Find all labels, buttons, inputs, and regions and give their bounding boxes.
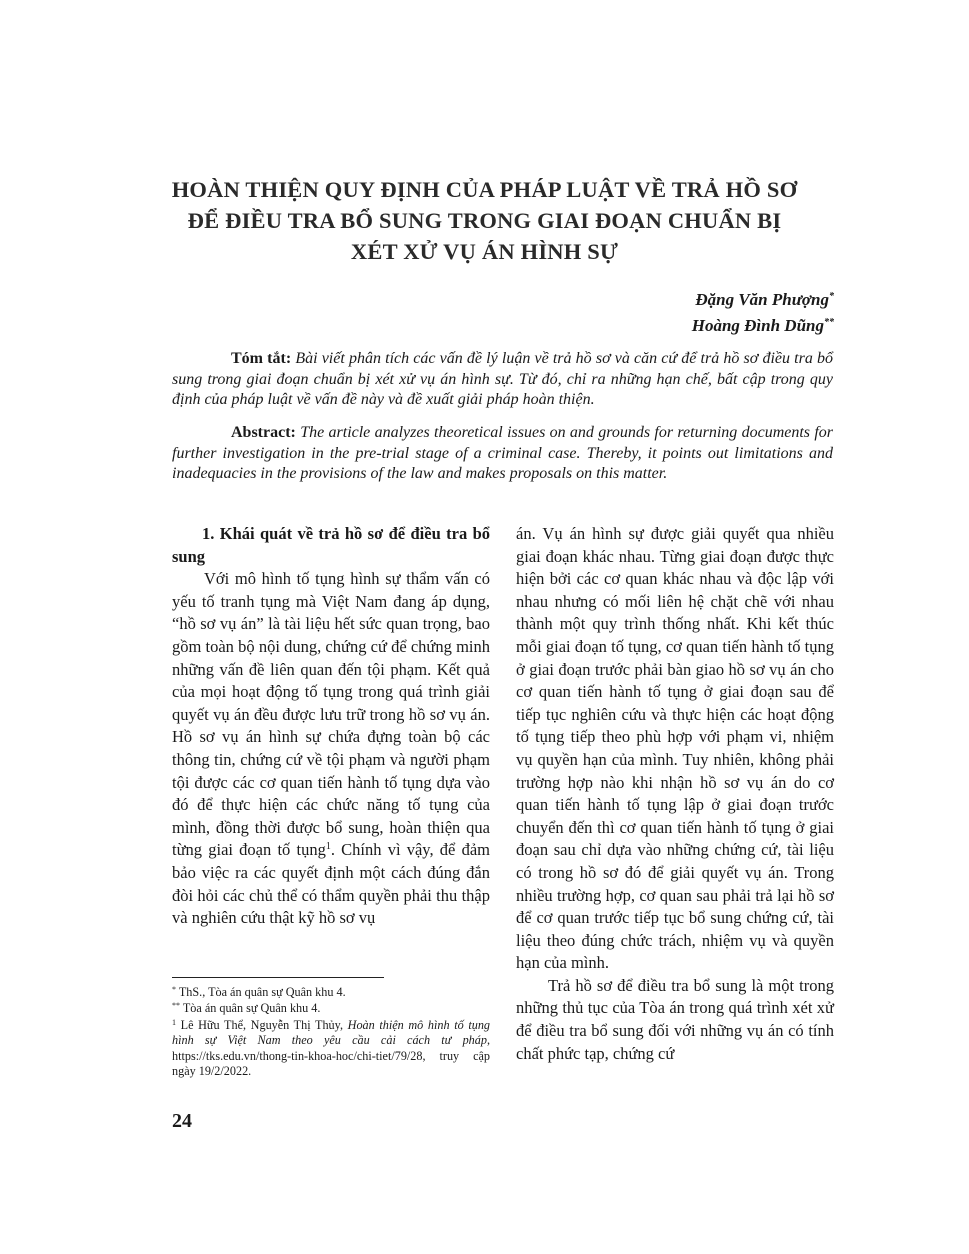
footnote-1 bbox=[172, 985, 490, 1000]
page-number: 24 bbox=[172, 1110, 192, 1132]
paragraph-1-text-b: . Chính vì vậy, để đảm bảo việc ra các quyết định một cách đúng đắn đòi hỏi các chủ thể có thẩm quyền phải thu thập và nghiên cứu thật kỹ hồ sơ vụ bbox=[172, 840, 490, 928]
paragraph-1-text-a: Với mô hình tố tụng hình sự thẩm vấn có yếu tố tranh tụng mà Việt Nam đang áp dụng, “hồ sơ vụ án” là tài liệu hết sức quan trọng, bao gồm toàn bộ nội dung, chứng cứ để chứng minh những vấn đề liên quan đến tội phạm. Kết quả của mọi hoạt động tố tụng trong quá trình giải quyết vụ án đều được lưu trữ trong hồ sơ vụ án. Hồ sơ vụ án hình sự chứa đựng toàn bộ các thông tin, chứng cứ về tội phạm và người phạm tội được các cơ quan tiến hành tố tụng dựa vào đó để thực hiện các chức năng tố tụng của mình, đồng thời được bổ sung, hoàn thiện qua từng giai đoạn tố tụng bbox=[172, 569, 490, 860]
footnote-1-text: ThS., Tòa án quân sự Quân khu 4. bbox=[178, 985, 346, 999]
summary-vi-label: Tóm tắt: bbox=[231, 350, 292, 367]
abstract-english bbox=[172, 423, 833, 485]
footnotes bbox=[172, 985, 490, 1080]
summary-vietnamese bbox=[172, 349, 833, 411]
article-title bbox=[150, 174, 819, 267]
title-line-2: ĐỂ ĐIỀU TRA BỔ SUNG TRONG GIAI ĐOẠN CHUẨN BỊ bbox=[187, 208, 782, 233]
paragraph-2: Trả hồ sơ để điều tra bổ sung là một trong những thủ tục của Tòa án trong quá trình xét xử để điều tra bổ sung đối với những vụ án có tính chất phức tạp, chứng cứ bbox=[516, 975, 834, 1063]
footnote-2-mark: ** bbox=[172, 1001, 180, 1011]
title-line-3: XÉT XỬ VỤ ÁN HÌNH SỰ bbox=[350, 239, 619, 264]
author-2 bbox=[692, 313, 834, 339]
footnote-1-mark: * bbox=[172, 985, 176, 994]
author-1-name: Đặng Văn Phượng bbox=[695, 290, 829, 309]
section-heading: 1. Khái quát về trả hồ sơ để điều tra bổ sung bbox=[172, 524, 490, 566]
summary-vi-text: Bài viết phân tích các vấn đề lý luận về trả hồ sơ và căn cứ để trả hồ sơ điều tra bổ sung trong giai đoạn chuẩn bị xét xử vụ án hình sự. Từ đó, chỉ ra những hạn chế, bất cập trong quy định của pháp luật về vấn đề này và đề xuất giải pháp hoàn thiện. bbox=[172, 350, 834, 408]
title-line-1: HOÀN THIỆN QUY ĐỊNH CỦA PHÁP LUẬT VỀ TRẢ HỒ SƠ bbox=[171, 177, 798, 202]
footnote-2 bbox=[172, 1001, 490, 1016]
author-2-name: Hoàng Đình Dũng bbox=[691, 316, 824, 335]
author-block bbox=[692, 287, 834, 339]
abstract-label: Abstract: bbox=[231, 424, 296, 441]
footnote-3-mark: 1 bbox=[172, 1017, 176, 1027]
footnote-2-text: Tòa án quân sự Quân khu 4. bbox=[182, 1001, 321, 1016]
author-2-mark: ** bbox=[824, 317, 834, 328]
author-1-mark: * bbox=[829, 291, 834, 302]
footnote-3 bbox=[172, 1018, 490, 1080]
footnote-3-rest: , https://tks.edu.vn/thong-tin-khoa-hoc/chi-tiet/79/28, truy cập ngày 19/2/2022. bbox=[172, 1033, 490, 1079]
footnote-3-title: Hoàn thiện mô hình tố tụng hình sự Việt Nam theo yêu cầu cải cách tư pháp bbox=[172, 1017, 491, 1048]
column-left bbox=[172, 523, 490, 930]
footnote-divider bbox=[172, 977, 384, 978]
abstract-text: The article analyzes theoretical issues on and grounds for returning documents for further investigation in the pre-trial stage of a criminal case. Thereby, it points out limitations and inadequacies in the provisions of the law and makes proposals on this matter. bbox=[172, 424, 834, 482]
footnote-3-authors: Lê Hữu Thể, Nguyễn Thị Thủy, bbox=[180, 1017, 344, 1032]
author-1 bbox=[692, 287, 834, 313]
paragraph-1 bbox=[172, 568, 490, 930]
column-right bbox=[516, 523, 834, 1065]
paragraph-1-continued: án. Vụ án hình sự được giải quyết qua nhiều giai đoạn khác nhau. Từng giai đoạn được thực hiện bởi các cơ quan khác nhau và độc lập với nhau nhưng có mối liên hệ chặt chẽ với nhau thành một quy trình thống nhất. Khi kết thúc mỗi giai đoạn tố tụng, cơ quan tiến hành tố tụng ở giai đoạn trước phải bàn giao hồ sơ vụ án cho cơ quan tiến hành tố tụng ở giai đoạn sau để tiếp tục nghiên cứu và thực hiện các hoạt động tố tụng tiếp theo phù hợp với phạm vi, nhiệm vụ quyền hạn của mình. Tuy nhiên, không phải trường hợp nào khi nhận hồ sơ vụ án do cơ quan tiến hành tố tụng lập ở giai đoạn trước chuyển đến thì cơ quan tiến hành tố tụng ở giai đoạn sau chỉ dựa vào những chứng cứ, tài liệu có trong hồ sơ đó để giải quyết vụ án. Trong nhiều trường hợp, cơ quan sau phải trả lại hồ sơ để cơ quan trước tiếp tục bổ sung chứng cứ, tài liệu theo đúng chức trách, nhiệm vụ và quyền hạn của mình. bbox=[516, 524, 834, 973]
footnote-ref-1: 1 bbox=[325, 841, 331, 853]
